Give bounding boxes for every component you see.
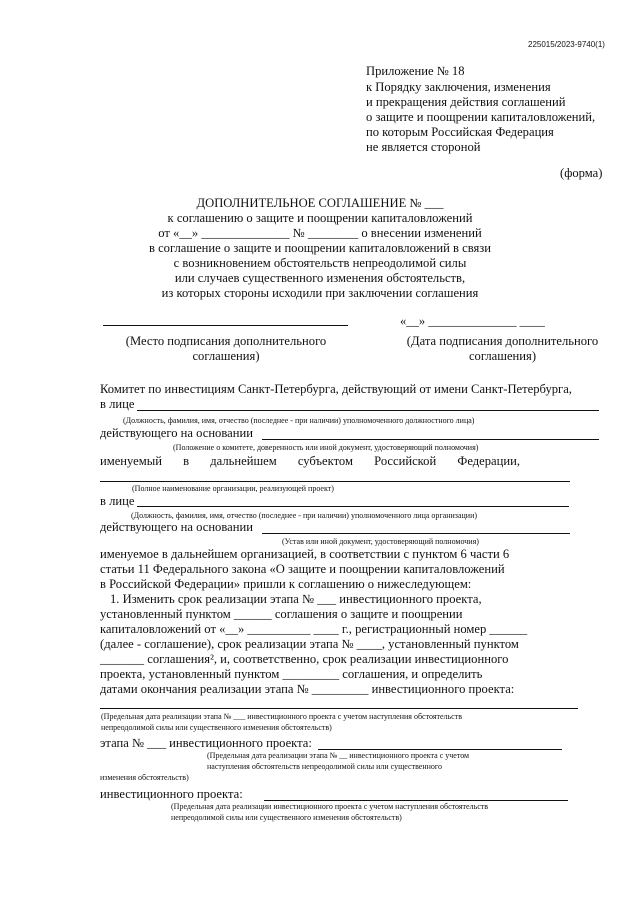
stage-deadline-field[interactable] [100,708,578,709]
caption-stage-deadline-2: изменения обстоятельств) [100,773,189,782]
date-caption: соглашения) [468,349,537,363]
item1-line: _______ соглашения², и, соответственно, срок реализации инвестиционного [100,652,509,666]
org-person-field[interactable] [137,506,569,507]
named-subject-line [100,454,520,469]
word: именуемый [100,454,162,468]
acting-basis-field-2[interactable] [262,533,570,534]
word: субъектом [297,454,353,468]
title-line: с возникновением обстоятельств непреодолимой силы [173,256,467,270]
named-org-line: статьи 11 Федерального закона «О защите и поощрении капиталовложений [100,562,505,576]
caption-official-position: (Должность, фамилия, имя, отчество (последнее - при наличии) уполномоченного должностного лица) [123,416,475,425]
appendix-line: о защите и поощрении капиталовложений, [366,110,596,124]
item1-line: датами окончания реализации этапа № _________ инвестиционного проекта: [100,682,515,696]
title-line: из которых стороны исходили при заключении соглашения [161,286,479,300]
word: дальнейшем [210,454,277,468]
appendix-line: не является стороной [366,140,481,154]
caption-stage-deadline-2: (Предельная дата реализации этапа № __ инвестиционного проекта с учетом [207,751,470,760]
in-person-label-2: в лице [100,494,135,508]
item1-line: установленный пунктом ______ соглашения о защите и поощрении [100,607,463,621]
caption-project-deadline: непреодолимой силы или существенного изменения обстоятельств) [171,813,402,822]
caption-stage-deadline: (Предельная дата реализации этапа № ___ инвестиционного проекта с учетом наступления обстоятельств [101,712,463,721]
item1-line: (далее - соглашение), срок реализации этапа № ____, установленный пунктом [100,637,519,651]
in-person-label: в лице [100,397,135,411]
title-line: или случаев существенного изменения обстоятельств, [174,271,466,285]
caption-stage-deadline-2: наступления обстоятельств непреодолимой силы или существенного [207,762,442,771]
named-org-line: в Российской Федерации» пришли к соглашению о нижеследующем: [100,577,472,591]
caption-committee-regulation: (Положение о комитете, доверенность или иной документ, удостоверяющий полномочия) [173,443,479,452]
date-caption: (Дата подписания дополнительного [406,334,599,348]
word: Федерации, [457,454,520,468]
appendix-line: и прекращения действия соглашений [366,95,566,109]
date-signing-field[interactable]: «__» ______________ ____ [400,314,545,328]
caption-project-deadline: (Предельная дата реализации инвестиционного проекта с учетом наступления обстоятельств [171,802,489,811]
title-line: ДОПОЛНИТЕЛЬНОЕ СОГЛАШЕНИЕ № ___ [196,196,444,210]
word: Российской [374,454,437,468]
stage-line-label: этапа № ___ инвестиционного проекта: [100,736,312,750]
caption-org-position: (Должность, фамилия, имя, отчество (последнее - при наличии) уполномоченного лица организации) [131,511,478,520]
stage-deadline-field-2[interactable] [318,749,562,750]
item1-line: проекта, установленный пунктом _________ соглашения, и определить [100,667,483,681]
caption-stage-deadline: непреодолимой силы или существенного изменения обстоятельств) [101,723,332,732]
title-line: от «__» ______________ № ________ о внесении изменений [158,226,482,240]
acting-basis-field[interactable] [262,439,599,440]
word: в [183,454,190,468]
official-person-field[interactable] [137,410,599,411]
appendix-line: к Порядку заключения, изменения [366,80,551,94]
acting-basis-label: действующего на основании [100,426,253,440]
project-line-label: инвестиционного проекта: [100,787,243,801]
committee-line: Комитет по инвестициям Санкт-Петербурга, действующий от имени Санкт-Петербурга, [100,382,572,396]
named-org-line: именуемое в дальнейшем организацией, в соответствии с пунктом 6 части 6 [100,547,510,561]
title-line: к соглашению о защите и поощрении капиталовложений [167,211,473,225]
project-deadline-field[interactable] [264,800,568,801]
title-line: в соглашение о защите и поощрении капиталовложений в связи [148,241,492,255]
caption-charter: (Устав или иной документ, удостоверяющий полномочия) [282,537,479,546]
acting-basis-label-2: действующего на основании [100,520,253,534]
place-caption: (Место подписания дополнительного [125,334,327,348]
document-id: 225015/2023-9740(1) [528,40,605,49]
item1-line: капиталовложений от «__» __________ ____ г., регистрационный номер ______ [100,622,528,636]
place-caption: соглашения) [192,349,260,363]
org-name-field[interactable] [100,481,570,482]
appendix-line: по которым Российская Федерация [366,125,554,139]
form-label: (форма) [560,166,603,180]
caption-org-name: (Полное наименование организации, реализующей проект) [132,484,334,493]
appendix-line: Приложение № 18 [366,64,465,78]
item1-line: 1. Изменить срок реализации этапа № ___ инвестиционного проекта, [110,592,482,606]
place-signing-field[interactable] [103,325,348,326]
